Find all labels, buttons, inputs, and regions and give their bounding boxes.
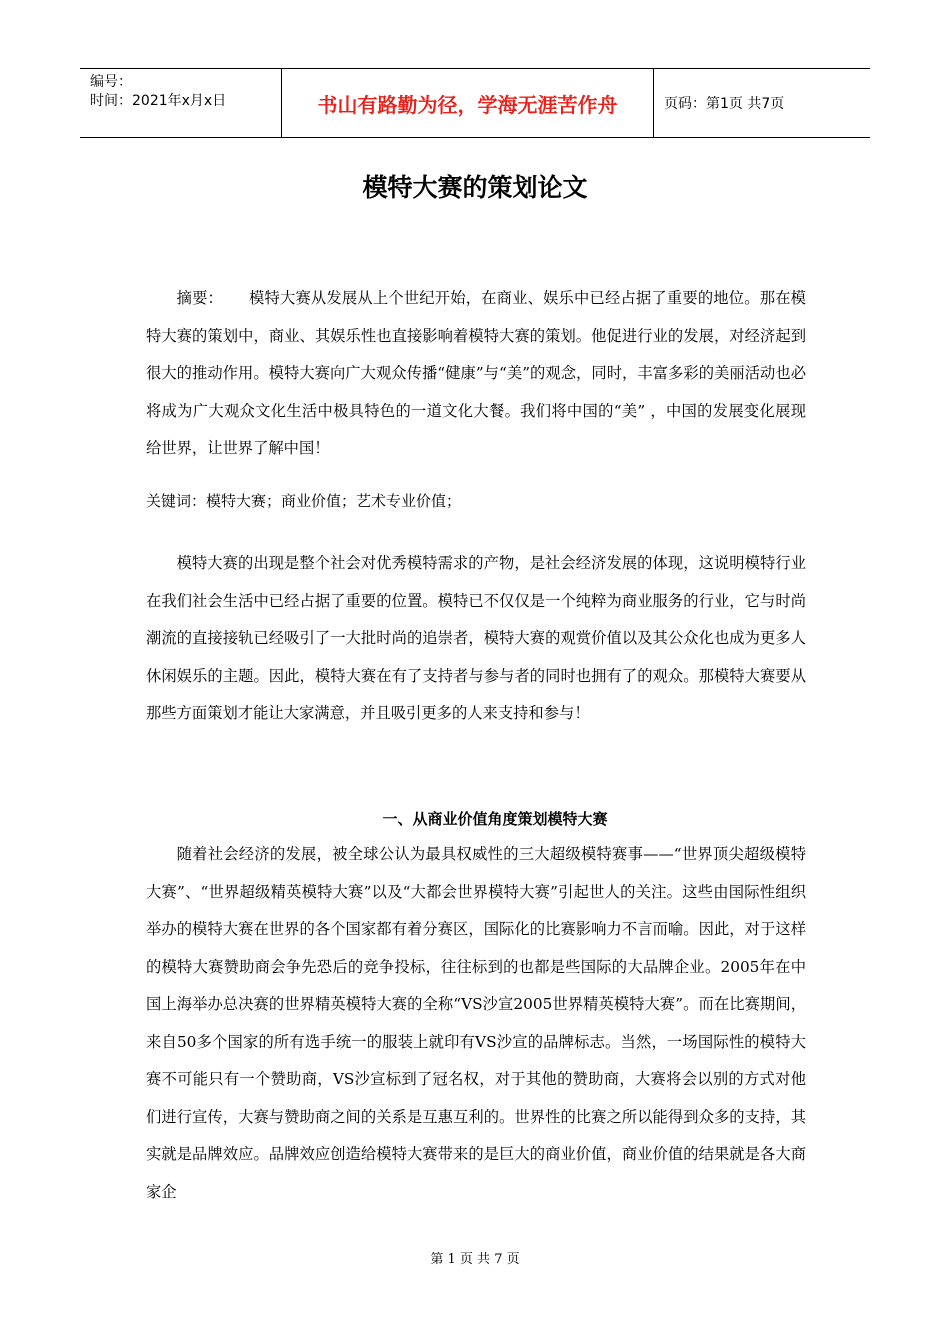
header-meta — [80, 69, 281, 137]
document-header — [80, 68, 870, 138]
header-page-code: 页码：第1页 共7页 — [664, 96, 785, 112]
keywords: 关键词：模特大赛；商业价值；艺术专业价值； — [146, 492, 462, 510]
intro-text: 模特大赛的出现是整个社会对优秀模特需求的产物，是社会经济发展的体现，这说明模特行业在我们社会生活中已经占据了重要的位置。模特已不仅仅是一个纯粹为商业服务的行业，它与时尚潮流的直接接轨已经吸引了一大批时尚的追崇者，模特大赛的观赏价值以及其公众化也成为更多人休闲娱乐的主题。因此，模特大赛在有了支持者与参与者的同时也拥有了的观众。那模特大赛要从那些方面策划才能让大家满意，并且吸引更多的人来支持和参与！ — [146, 554, 806, 722]
time-label: 时间：2021年x月x日 — [90, 93, 227, 109]
abstract-text: 模特大赛从发展从上个世纪开始，在商业、娱乐中已经占据了重要的地位。那在模特大赛的策划中，商业、其娱乐性也直接影响着模特大赛的策划。他促进行业的发展，对经济起到很大的推动作用。模特大赛向广大观众传播“健康”与“美”的观念，同时，丰富多彩的美丽活动也必将成为广大观众文化生活中极具特色的一道文化大餐。我们将中国的“美” ，中国的发展变化展现给世界，让世界了解中国！ — [146, 289, 806, 457]
section-body — [146, 836, 806, 1211]
abstract-label: 摘要： — [176, 289, 224, 307]
page-title: 模特大赛的策划论文 — [362, 173, 588, 202]
intro-paragraph — [146, 545, 806, 733]
abstract — [146, 280, 806, 468]
page-footer: 第 1 页 共 7 页 — [430, 1252, 520, 1267]
section-text: 随着社会经济的发展，被全球公认为最具权威性的三大超级模特赛事——“世界顶尖超级模特大赛”、“世界超级精英模特大赛”以及“大都会世界模特大赛”引起世人的关注。这些由国际性组织举办的模特大赛在世界的各个国家都有着分赛区，国际化的比赛影响力不言而喻。因此，对于这样的模特大赛赞助商会争先恐后的竞争投标，往往标到的也都是些国际的大品牌企业。2005年在中国上海举办总决赛的世界精英模特大赛的全称“VS沙宣2005世界精英模特大赛”。而在比赛期间，来自50多个国家的所有选手统一的服装上就印有VS沙宣的品牌标志。当然，一场国际性的模特大赛不可能只有一个赞助商，VS沙宣标到了冠名权，对于其他的赞助商，大赛将会以别的方式对他们进行宣传，大赛与赞助商之间的关系是互惠互利的。世界性的比赛之所以能得到众多的支持，其实就是品牌效应。品牌效应创造给模特大赛带来的是巨大的商业价值，商业价值的结果就是各大商家企 — [146, 845, 806, 1201]
header-motto: 书山有路勤为径，学海无涯苦作舟 — [281, 69, 654, 137]
number-label: 编号： — [90, 74, 132, 90]
section-heading: 一、从商业价值角度策划模特大赛 — [382, 810, 608, 828]
